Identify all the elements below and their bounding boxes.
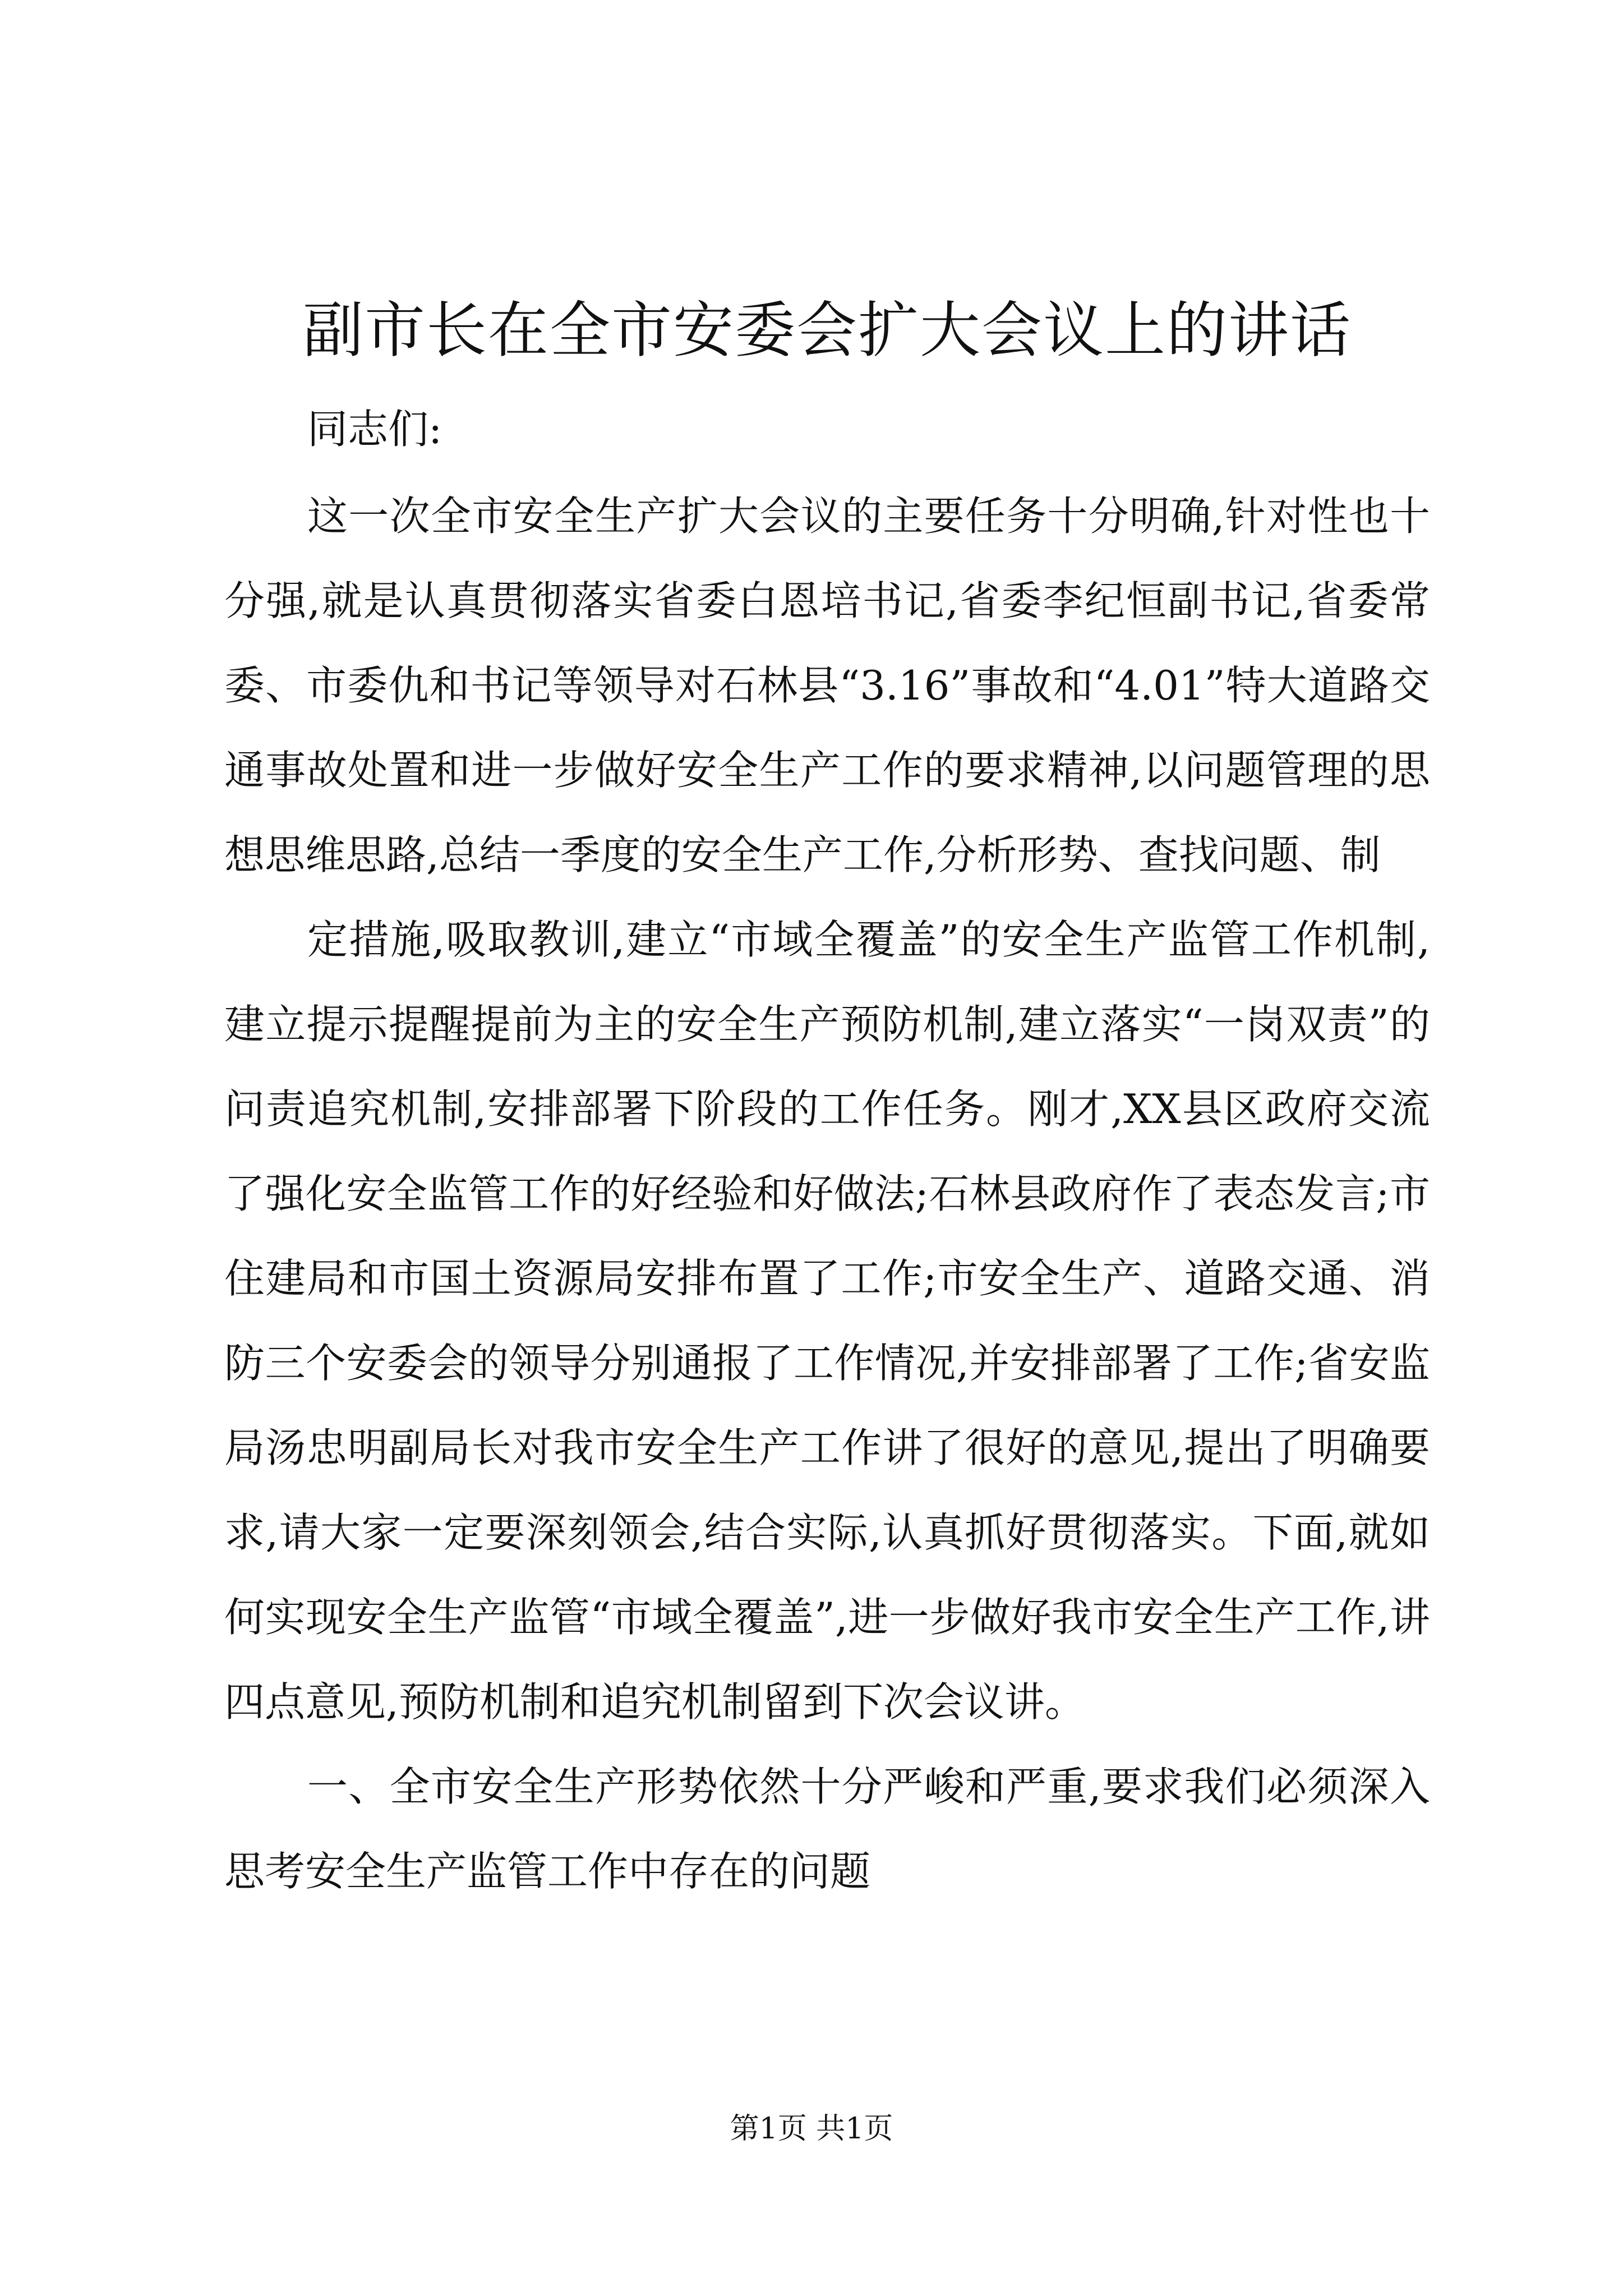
salutation: 同志们:	[307, 406, 442, 453]
document-title: 副市长在全市安委会扩大会议上的讲话	[303, 296, 1352, 366]
page-footer: 第1页 共1页	[730, 2112, 893, 2146]
paragraph-3: 一、全市安全生产形势依然十分严峻和严重,要求我们必须深入思考安全生产监管工作中存在的问题	[224, 1763, 1430, 1895]
paragraph-1: 这一次全市安全生产扩大会议的主要任务十分明确,针对性也十分强,就是认真贯彻落实省委白恩培书记,省委李纪恒副书记,省委常委、市委仇和书记等领导对石林县“3.16”事故和“4.01”特大道路交通事故处置和进一步做好安全生产工作的要求精神,以问题管理的思想思维思路,总结一季度的安全生产工作,分析形势、查找问题、制	[224, 493, 1430, 878]
document-body	[224, 387, 1430, 1914]
paragraph-2: 定措施,吸取教训,建立“市域全覆盖”的安全生产监管工作机制,建立提示提醒提前为主的安全生产预防机制,建立落实“一岗双责”的问责追究机制,安排部署下阶段的工作任务。刚才,XX县区政府交流了强化安全监管工作的好经验和好做法;石林县政府作了表态发言;市住建局和市国土资源局安排布置了工作;市安全生产、道路交通、消防三个安委会的领导分别通报了工作情况,并安排部署了工作;省安监局汤忠明副局长对我市安全生产工作讲了很好的意见,提出了明确要求,请大家一定要深刻领会,结合实际,认真抓好贯彻落实。下面,就如何实现安全生产监管“市域全覆盖”,进一步做好我市安全生产工作,讲四点意见,预防机制和追究机制留到下次会议讲。	[224, 916, 1430, 1726]
